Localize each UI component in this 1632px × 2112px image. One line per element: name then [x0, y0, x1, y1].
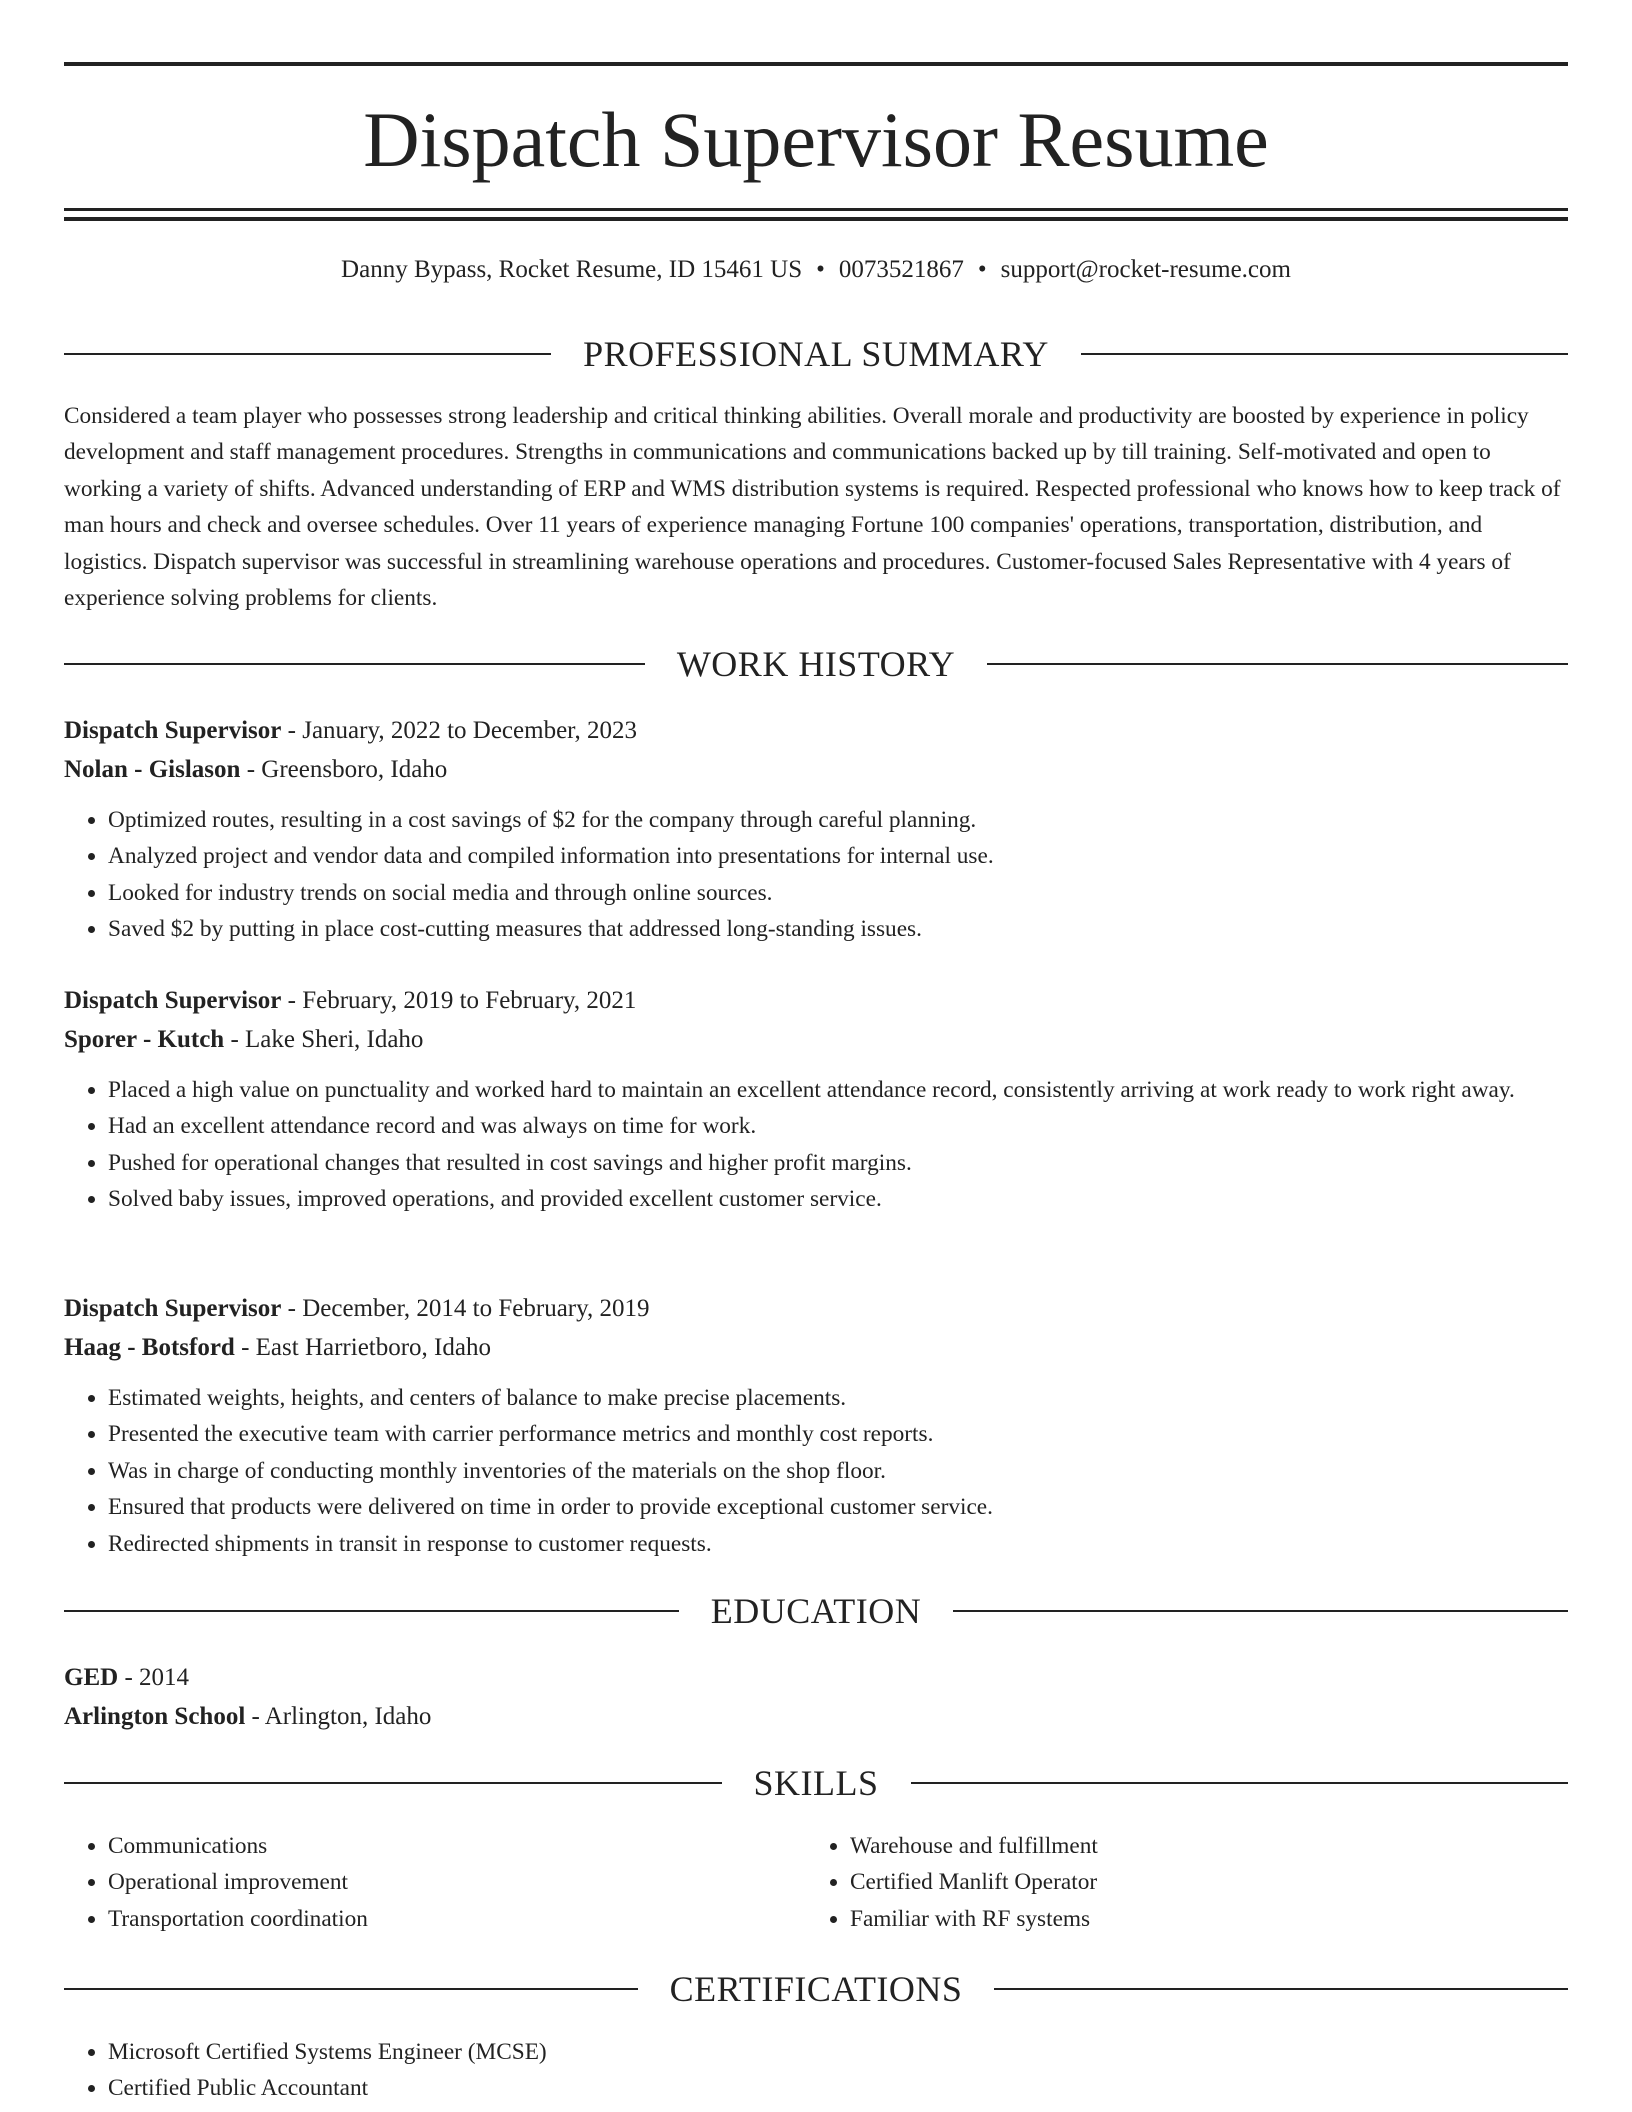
education-year: - 2014 — [118, 1664, 190, 1691]
skill-item: • Communications — [108, 1828, 806, 1864]
skill-item: • Warehouse and fulfillment — [850, 1828, 1548, 1864]
section-heading-work-history — [64, 642, 1568, 686]
list-item: • Pushed for operational changes that resulted in cost savings and higher profit margins. — [108, 1145, 1568, 1181]
job-title-line — [64, 1289, 1568, 1328]
list-item: • Placed a high value on punctuality and worked hard to maintain an excellent attendance record, consistently arriving at work ready to work right away. — [108, 1072, 1568, 1108]
section-title: CERTIFICATIONS — [669, 1969, 963, 2009]
section-heading-summary — [64, 332, 1568, 376]
job-title: Dispatch Supervisor — [64, 717, 282, 744]
skills-bullets — [64, 1828, 806, 1937]
heading-rule — [953, 1610, 1568, 1612]
list-item: • Redirected shipments in transit in response to customer requests. — [108, 1526, 1568, 1562]
heading-rule — [994, 1988, 1568, 1990]
job-company: Nolan - Gislason — [64, 756, 241, 783]
section-heading-education — [64, 1589, 1568, 1633]
contact-separator: • — [816, 256, 825, 283]
education-degree-line — [64, 1658, 1568, 1697]
education-school: Arlington School — [64, 1703, 246, 1730]
skill-item: • Operational improvement — [108, 1864, 806, 1900]
heading-rule — [911, 1782, 1569, 1784]
skills-column-left — [64, 1828, 806, 1937]
heading-rule — [64, 1610, 679, 1612]
contact-separator: • — [977, 256, 987, 283]
list-item: • Presented the executive team with carrier performance metrics and monthly cost reports. — [108, 1416, 1568, 1452]
job-title: Dispatch Supervisor — [64, 1295, 282, 1322]
title-double-rule — [64, 208, 1568, 221]
list-item: • Solved baby issues, improved operations, and provided excellent customer service. — [108, 1181, 1568, 1217]
list-item: • Ensured that products were delivered on time in order to provide exceptional customer service. — [108, 1489, 1568, 1525]
contact-phone: 0073521867 — [838, 256, 964, 283]
job-company: Haag - Botsford — [64, 1334, 235, 1361]
heading-rule — [64, 663, 645, 665]
job-company: Sporer - Kutch — [64, 1026, 225, 1053]
summary-text: Considered a team player who possesses strong leadership and critical thinking abilities. Overall morale and productivity are boosted by experience in policy development and staff management procedures. Strengths in communications and communications backed up by till training. Self-motivated and open to working a variety of shifts. Advanced understanding of ERP and WMS distribution systems is required. Respected professional who knows how to keep track of man hours and check and oversee schedules. Over 11 years of experience managing Fortune 100 companies' operations, transportation, distribution, and logistics. Dispatch supervisor was successful in streamlining warehouse operations and procedures. Customer-focused Sales Representative with 4 years of experience solving problems for clients. — [64, 403, 1561, 612]
job-company-line — [64, 750, 1568, 789]
job-dates: - December, 2014 to February, 2019 — [281, 1295, 650, 1322]
job-bullets — [64, 1380, 1568, 1562]
job-company-line — [64, 1328, 1568, 1367]
list-item: • Estimated weights, heights, and centers of balance to make precise placements. — [108, 1380, 1568, 1416]
job-bullets — [64, 1072, 1568, 1218]
list-item: • Had an excellent attendance record and was always on time for work. — [108, 1108, 1568, 1144]
list-item: • Was in charge of conducting monthly inventories of the materials on the shop floor. — [108, 1453, 1568, 1489]
job-entry — [64, 711, 1568, 948]
job-title-line — [64, 981, 1568, 1020]
list-item: • Analyzed project and vendor data and compiled information into presentations for internal use. — [108, 838, 1568, 874]
list-item: • Looked for industry trends on social media and through online sources. — [108, 875, 1568, 911]
heading-rule — [987, 663, 1568, 665]
certification-item: • Certified Public Accountant — [108, 2070, 1568, 2106]
section-heading-certifications — [64, 1967, 1568, 2011]
top-rule — [64, 62, 1568, 66]
heading-rule — [1081, 353, 1568, 355]
job-bullets — [64, 802, 1568, 948]
contact-email: support@rocket-resume.com — [1000, 256, 1291, 283]
heading-rule — [64, 353, 551, 355]
heading-rule — [64, 1988, 638, 1990]
skill-item: • Transportation coordination — [108, 1901, 806, 1937]
contact-address: Danny Bypass, Rocket Resume, ID 15461 US — [341, 256, 803, 283]
skill-item: • Certified Manlift Operator — [850, 1864, 1548, 1900]
certifications-bullets — [64, 2034, 1568, 2107]
job-dates: - February, 2019 to February, 2021 — [281, 987, 637, 1014]
section-title: PROFESSIONAL SUMMARY — [583, 334, 1049, 374]
job-dates: - January, 2022 to December, 2023 — [281, 717, 637, 744]
section-title: SKILLS — [753, 1763, 879, 1803]
job-title: Dispatch Supervisor — [64, 987, 282, 1014]
education-degree: GED — [64, 1664, 119, 1691]
skills-column-right — [806, 1828, 1548, 1937]
job-entry — [64, 1289, 1568, 1562]
skills-bullets — [806, 1828, 1548, 1937]
certifications-list — [64, 2034, 1568, 2107]
section-title: EDUCATION — [710, 1591, 922, 1631]
education-location: - Arlington, Idaho — [245, 1703, 432, 1730]
heading-rule — [64, 1782, 722, 1784]
job-location: - East Harrietboro, Idaho — [234, 1334, 491, 1361]
section-heading-skills — [64, 1761, 1568, 1805]
list-item: • Saved $2 by putting in place cost-cutting measures that addressed long-standing issues. — [108, 911, 1568, 947]
contact-line — [64, 254, 1568, 286]
job-entry — [64, 981, 1568, 1218]
skill-item: • Familiar with RF systems — [850, 1901, 1548, 1937]
skills-list — [64, 1828, 1568, 1937]
job-location: - Greensboro, Idaho — [240, 756, 448, 783]
job-title-line — [64, 711, 1568, 750]
job-location: - Lake Sheri, Idaho — [224, 1026, 424, 1053]
education-school-line — [64, 1697, 1568, 1736]
list-item: • Optimized routes, resulting in a cost savings of $2 for the company through careful planning. — [108, 802, 1568, 838]
page-title: Dispatch Supervisor Resume — [363, 96, 1269, 183]
education-entry — [64, 1658, 1568, 1736]
certification-item: • Microsoft Certified Systems Engineer (MCSE) — [108, 2034, 1568, 2070]
section-title: WORK HISTORY — [676, 644, 956, 684]
job-company-line — [64, 1020, 1568, 1059]
